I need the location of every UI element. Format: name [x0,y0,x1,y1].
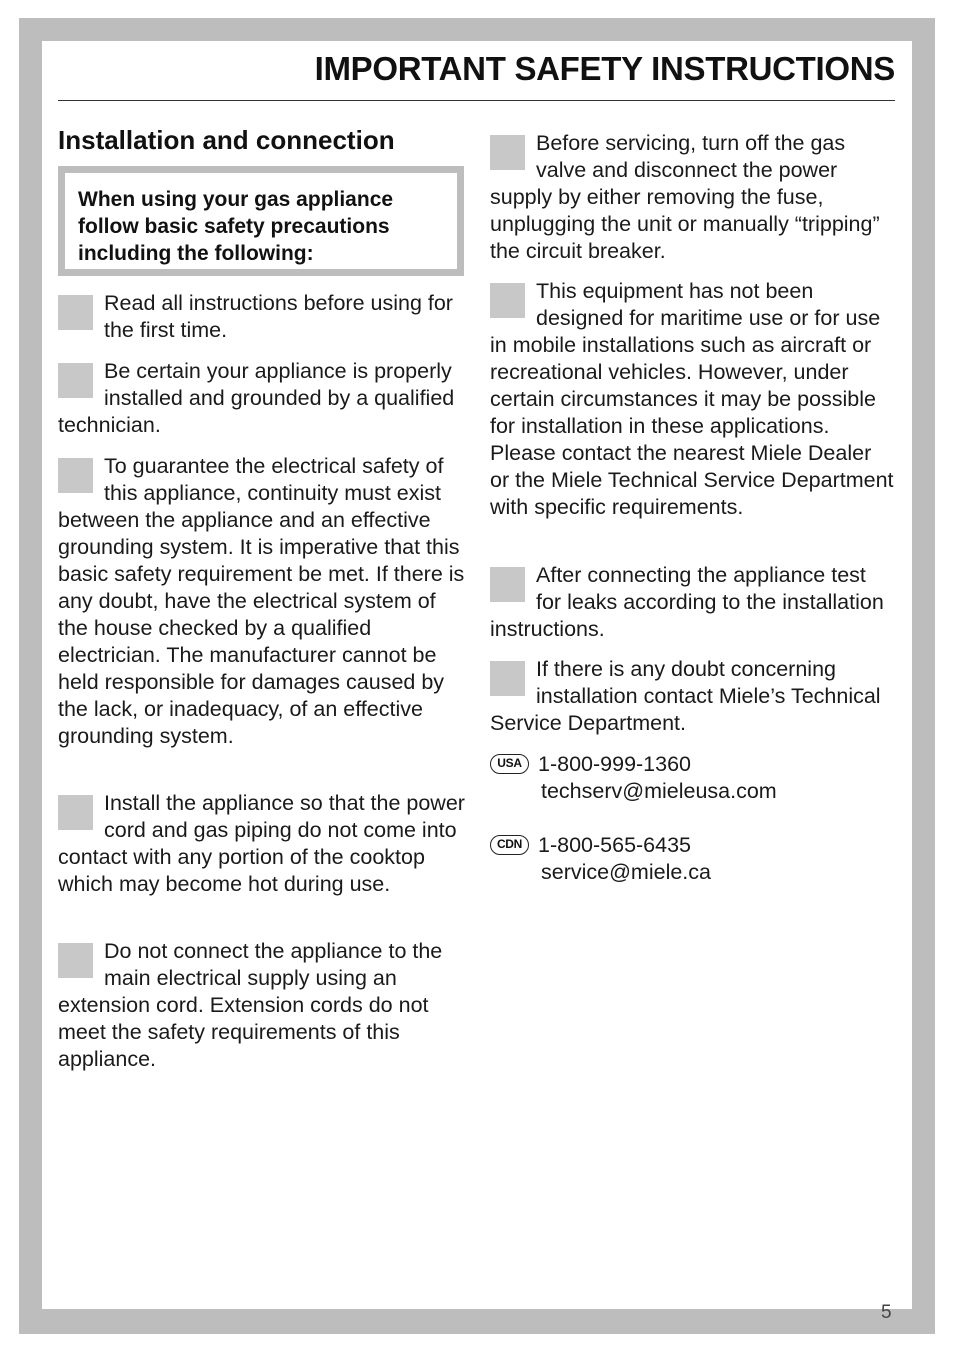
bullet-square-icon [58,943,93,978]
safety-item-text: Install the appliance so that the power cord and gas piping do not come into contact with any portion of the cooktop which may become hot during use. [58,791,465,896]
title-rule [58,100,895,101]
safety-item-text: If there is any doubt concerning installation contact Miele’s Technical Service Department. [490,657,881,735]
safety-item [490,562,895,643]
safety-item [58,938,466,1073]
bullet-square-icon [58,458,93,493]
safety-item [58,290,466,344]
bullet-square-icon [58,295,93,330]
usa-email: techserv@mieleusa.com [541,779,777,803]
page-title: IMPORTANT SAFETY INSTRUCTIONS [314,50,895,87]
cdn-email: service@miele.ca [541,860,711,884]
bullet-square-icon [58,795,93,830]
safety-item [58,453,466,750]
safety-item [490,130,895,265]
bullet-square-icon [490,135,525,170]
cdn-phone: 1-800-565-6435 [538,833,692,857]
safety-item-text: To guarantee the electrical safety of this appliance, continuity must exist between the appliance and an effective grounding system. It is imperative that this basic safety requirement be met. If there is any doubt, have the electrical system of the house checked by a qualified electrician. The manufacturer cannot be held responsible for damages caused by the lack, or inadequacy, of an effective grounding system. [58,454,465,748]
page-number: 5 [881,1302,892,1323]
safety-item [58,358,466,439]
safety-item-text: This equipment has not been designed for maritime use or for use in mobile installations such as aircraft or recreational vehicles. However, under certain circumstances it may be possible for installation in these applications. Please contact the nearest Miele Dealer or the Miele Technical Service Department with specific requirements. [490,279,894,519]
usa-phone: 1-800-999-1360 [538,752,692,776]
safety-item-text: Do not connect the appliance to the main electrical supply using an extension cord. Extension cords do not meet the safety requirements of this appliance. [58,939,443,1071]
bullet-square-icon [58,363,93,398]
cdn-badge-icon: CDN [490,835,529,855]
bullet-square-icon [490,661,525,696]
safety-item [58,790,466,898]
safety-item-text: Before servicing, turn off the gas valve and disconnect the power supply by either removing the fuse, unplugging the unit or manually “tripping” the circuit breaker. [490,131,880,263]
safety-item-text: After connecting the appliance test for leaks according to the installation instructions. [490,563,884,641]
precautions-notice-box [58,166,464,276]
precautions-notice-text: When using your gas appliance follow basic safety precautions including the following: [78,188,394,265]
safety-item [490,278,895,521]
bullet-square-icon [490,283,525,318]
safety-item-text: Be certain your appliance is properly installed and grounded by a qualified technician. [58,359,455,437]
usa-badge-icon: USA [490,754,529,774]
safety-item [490,656,895,737]
bullet-square-icon [490,567,525,602]
safety-item-text: Read all instructions before using for the first time. [104,291,453,342]
section-heading: Installation and connection [58,125,395,155]
